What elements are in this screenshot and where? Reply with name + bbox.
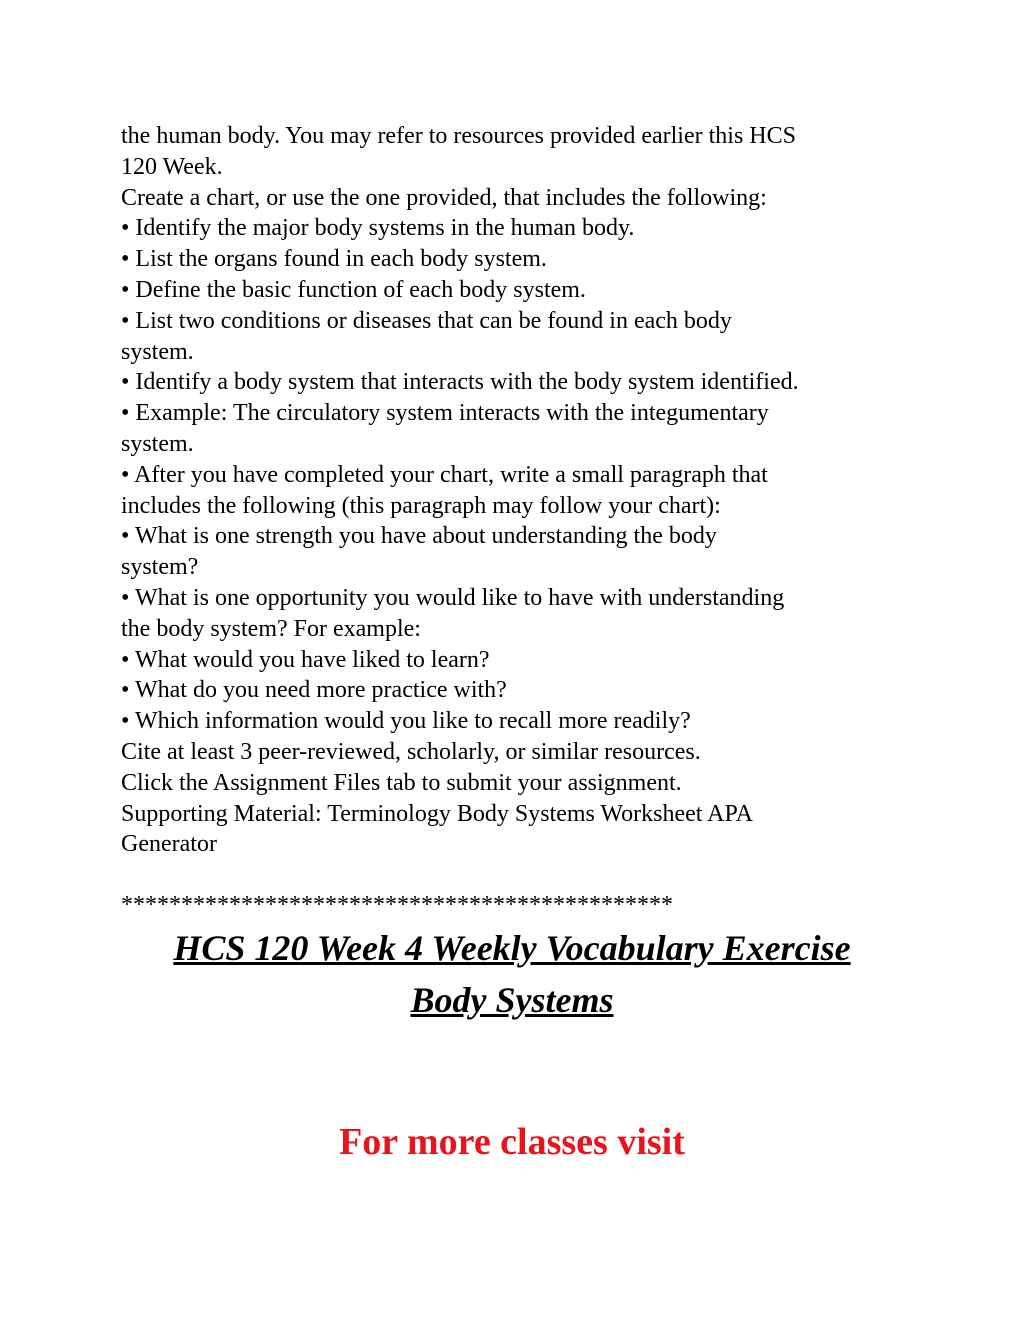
bullet-line: • Identify the major body systems in the human body. (121, 215, 635, 242)
bullet-line: • Which information would you like to recall more readily? (121, 708, 691, 735)
assignment-instructions (121, 121, 901, 860)
separator-line: ********************************************** (121, 892, 673, 918)
text-line: the human body. You may refer to resources provided earlier this HCS (121, 123, 796, 149)
bullet-line: • What would you have liked to learn? (121, 646, 490, 673)
text-line: includes the following (this paragraph may follow your chart): (121, 492, 721, 519)
text-line: Generator (121, 831, 217, 858)
text-line: system. (121, 430, 194, 457)
text-line: 120 Week. (121, 153, 223, 180)
section-heading-line-1: HCS 120 Week 4 Weekly Vocabulary Exercise (173, 928, 851, 968)
text-line: Create a chart, or use the one provided, that includes the following: (121, 184, 767, 211)
text-line: system? (121, 554, 199, 581)
bullet-line: • What is one opportunity you would like to have with understanding (121, 584, 785, 611)
bullet-line: • What is one strength you have about understanding the body (121, 523, 717, 550)
bullet-line: • Identify a body system that interacts with the body system identified. (121, 369, 799, 396)
section-heading-line-2: Body Systems (410, 980, 614, 1020)
text-line: Cite at least 3 peer-reviewed, scholarly, or similar resources. (121, 738, 701, 765)
bullet-line: • List two conditions or diseases that can be found in each body (121, 307, 732, 334)
bullet-line: • List the organs found in each body system. (121, 246, 547, 273)
text-line: system. (121, 338, 194, 365)
bullet-line: • Example: The circulatory system interacts with the integumentary (121, 400, 769, 427)
text-line: Click the Assignment Files tab to submit your assignment. (121, 769, 682, 796)
bullet-line: • After you have completed your chart, write a small paragraph that (121, 461, 768, 488)
promo-text: For more classes visit (339, 1121, 685, 1163)
text-line: Supporting Material: Terminology Body Systems Worksheet APA (121, 800, 753, 827)
bullet-line: • Define the basic function of each body system. (121, 276, 586, 303)
text-line: the body system? For example: (121, 615, 421, 642)
bullet-line: • What do you need more practice with? (121, 677, 507, 704)
